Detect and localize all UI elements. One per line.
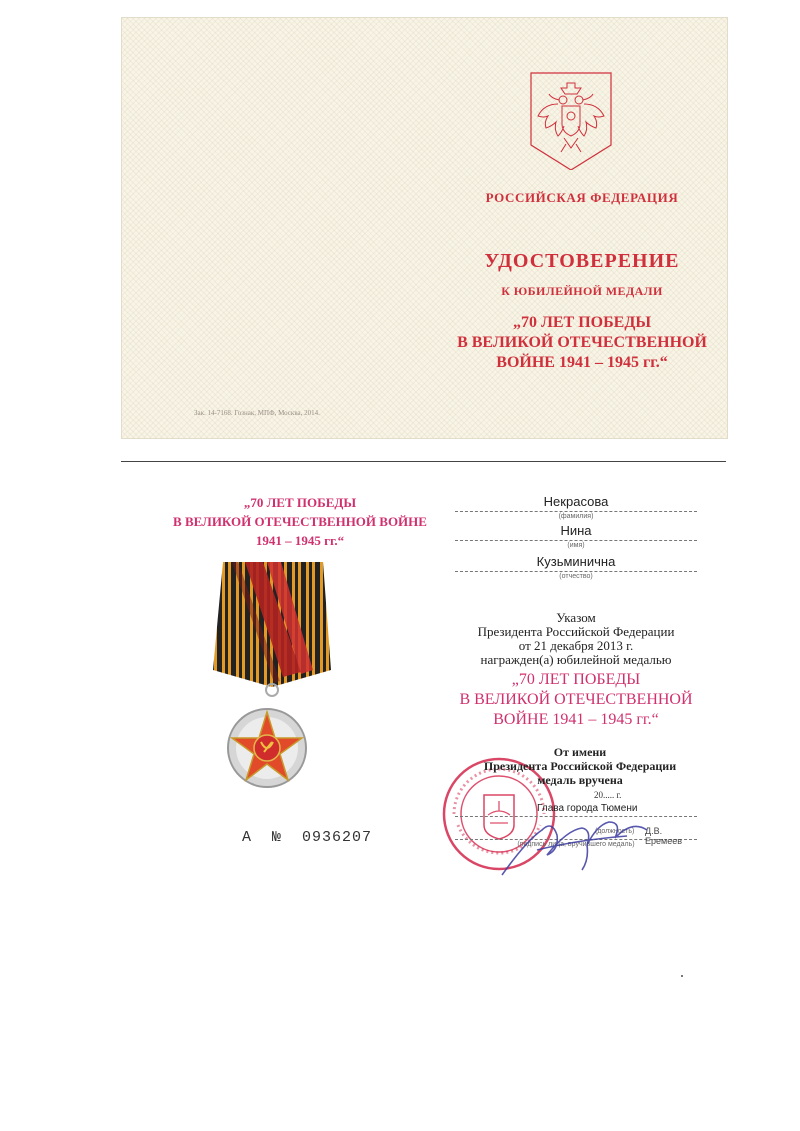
- decree-line: Указом: [556, 610, 596, 625]
- russian-coat-of-arms-icon: [528, 70, 614, 170]
- decree-line: награжден(а) юбилейной медалью: [480, 652, 672, 667]
- on-behalf-line: Президента Российской Федерации: [483, 759, 677, 773]
- name-field: [455, 523, 697, 549]
- decree-line: от 21 декабря 2013 г.: [518, 638, 634, 653]
- name-value: Нина: [560, 523, 592, 538]
- patronymic-value: Кузьминична: [536, 554, 616, 569]
- name-rule: [455, 540, 697, 541]
- position-value: Глава города Тюмени: [537, 803, 638, 814]
- on-behalf-line: медаль вручена: [537, 773, 623, 787]
- signer-name: Д.В. Еремеев: [645, 826, 682, 846]
- decree-line: Президента Российской Федерации: [477, 624, 675, 639]
- cover-medal-line: ВОЙНЕ 1941 – 1945 гг.“: [496, 354, 668, 371]
- right-medal-line: „70 ЛЕТ ПОБЕДЫ: [511, 671, 641, 688]
- certificate-cover: [121, 17, 728, 439]
- surname-rule: [455, 511, 697, 512]
- patronymic-caption: (отчество): [559, 573, 593, 580]
- cover-medal-line: В ВЕЛИКОЙ ОТЕЧЕСТВЕННОЙ: [457, 334, 707, 351]
- on-behalf-text: [460, 745, 700, 787]
- position-caption: (должность): [595, 828, 635, 835]
- jubilee-medal-icon: [205, 562, 340, 792]
- fold-line: [121, 461, 726, 462]
- serial-number: А № 0936207: [242, 829, 373, 846]
- right-medal-line: В ВЕЛИКОЙ ОТЕЧЕСТВЕННОЙ: [459, 691, 693, 708]
- left-medal-title-line: В ВЕЛИКОЙ ОТЕЧЕСТВЕННОЙ ВОЙНЕ: [173, 514, 427, 529]
- certificate-title: УДОСТОВЕРЕНИЕ: [484, 250, 680, 272]
- signature-caption: (подпись лица, вручившего медаль): [517, 841, 635, 848]
- cover-medal-name: [432, 313, 732, 373]
- left-medal-title-line: „70 ЛЕТ ПОБЕДЫ: [243, 495, 357, 510]
- print-info: Зак. 14-7168. Гознак, МПФ, Москва, 2014.: [194, 409, 320, 417]
- handwritten-signature: [497, 800, 657, 880]
- patronymic-field: [455, 554, 697, 580]
- surname-field: [455, 494, 697, 520]
- left-medal-title: [140, 493, 460, 550]
- certificate-subtitle: К ЮБИЛЕЙНОЙ МЕДАЛИ: [501, 284, 663, 298]
- decree-text: [455, 611, 697, 667]
- scan-speck: [681, 975, 683, 977]
- cover-medal-line: „70 ЛЕТ ПОБЕДЫ: [512, 314, 652, 331]
- award-date: 20..... г.: [594, 790, 622, 800]
- surname-value: Некрасова: [543, 494, 609, 509]
- right-medal-line: ВОЙНЕ 1941 – 1945 гг.“: [493, 711, 659, 728]
- surname-caption: (фамилия): [558, 513, 594, 520]
- patronymic-rule: [455, 571, 697, 572]
- on-behalf-line: От имени: [553, 745, 607, 759]
- name-caption: (имя): [567, 542, 585, 549]
- country-name: РОССИЙСКАЯ ФЕДЕРАЦИЯ: [485, 190, 679, 205]
- left-medal-title-line: 1941 – 1945 гг.“: [255, 533, 345, 548]
- right-medal-name: [440, 670, 712, 730]
